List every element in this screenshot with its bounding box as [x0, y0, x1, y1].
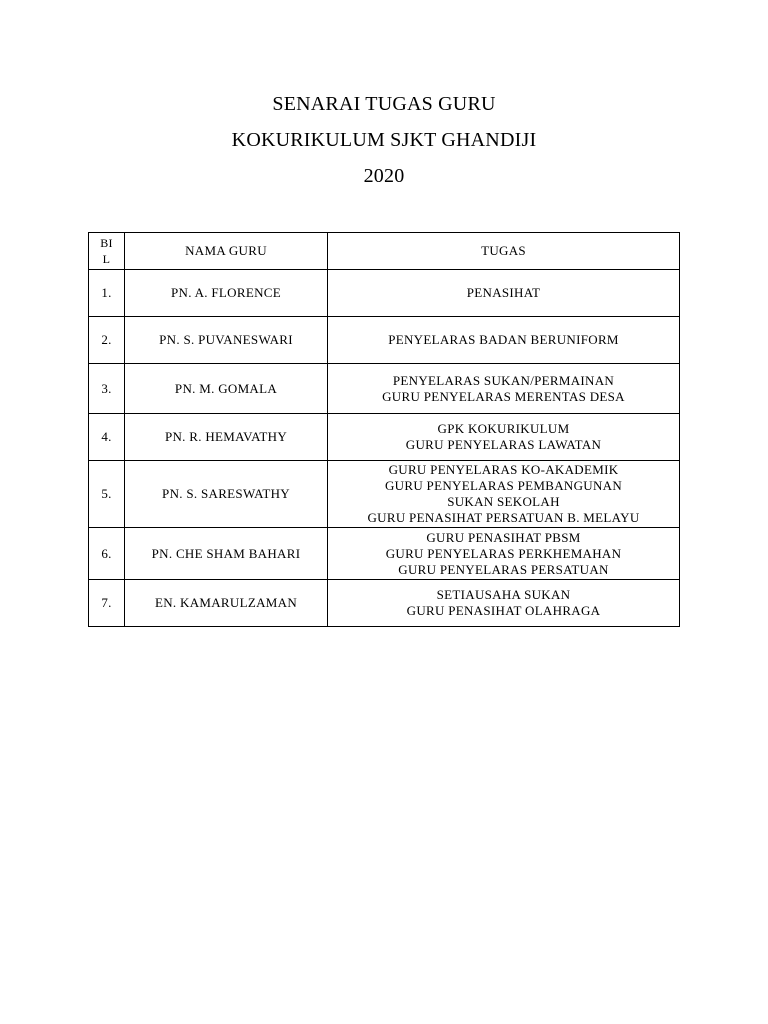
row-nama-guru: PN. S. SARESWATHY	[125, 461, 328, 528]
title-line-1: SENARAI TUGAS GURU	[272, 93, 496, 115]
row-tugas	[328, 461, 680, 528]
tugas-line: SETIAUSAHA SUKAN	[436, 587, 571, 602]
row-bil: 1.	[89, 270, 125, 317]
row-bil: 5.	[89, 461, 125, 528]
title-line-2: KOKURIKULUM SJKT GHANDIJI	[231, 129, 537, 151]
row-tugas	[328, 364, 680, 414]
tugas-line: PENASIHAT	[466, 285, 541, 300]
row-tugas	[328, 414, 680, 461]
row-nama-guru: PN. A. FLORENCE	[125, 270, 328, 317]
row-nama-guru: PN. R. HEMAVATHY	[125, 414, 328, 461]
table-header-row	[89, 233, 680, 270]
table-row	[89, 414, 680, 461]
row-tugas	[328, 270, 680, 317]
header-bil-line-1: BI	[100, 236, 113, 250]
tugas-line: GURU PENASIHAT PERSATUAN B. MELAYU	[367, 510, 640, 525]
table-row	[89, 270, 680, 317]
table-row	[89, 317, 680, 364]
row-tugas	[328, 317, 680, 364]
tugas-line: PENYELARAS SUKAN/PERMAINAN	[392, 372, 615, 388]
duty-table	[88, 232, 680, 627]
row-bil: 7.	[89, 580, 125, 627]
tugas-line: PENYELARAS BADAN BERUNIFORM	[388, 332, 619, 347]
row-nama-guru: PN. M. GOMALA	[125, 364, 328, 414]
tugas-line: GURU PENYELARAS LAWATAN	[405, 437, 602, 452]
tugas-line: GURU PENASIHAT OLAHRAGA	[406, 603, 601, 618]
row-nama-guru: PN. CHE SHAM BAHARI	[125, 528, 328, 580]
table-row	[89, 364, 680, 414]
title-line-3: 2020	[363, 165, 405, 187]
table-row	[89, 580, 680, 627]
row-bil: 2.	[89, 317, 125, 364]
header-tugas: TUGAS	[328, 233, 680, 270]
header-bil	[89, 233, 125, 270]
header-bil-line-2: L	[102, 252, 111, 266]
tugas-line: GURU PENASIHAT PBSM	[426, 529, 581, 545]
row-nama-guru: EN. KAMARULZAMAN	[125, 580, 328, 627]
header-nama-guru: NAMA GURU	[125, 233, 328, 270]
row-nama-guru: PN. S. PUVANESWARI	[125, 317, 328, 364]
document-title	[0, 86, 768, 194]
table-row	[89, 528, 680, 580]
tugas-line: GPK KOKURIKULUM	[437, 421, 570, 436]
row-tugas	[328, 580, 680, 627]
tugas-line: GURU PENYELARAS PERKHEMAHAN	[385, 545, 622, 561]
table-row	[89, 461, 680, 528]
tugas-line: SUKAN SEKOLAH	[447, 494, 560, 509]
tugas-line: GURU PENYELARAS PEMBANGUNAN	[384, 478, 623, 493]
tugas-line: GURU PENYELARAS PERSATUAN	[398, 561, 609, 577]
tugas-line: GURU PENYELARAS MERENTAS DESA	[382, 388, 625, 404]
table-body	[89, 270, 680, 627]
row-bil: 4.	[89, 414, 125, 461]
row-bil: 3.	[89, 364, 125, 414]
row-bil: 6.	[89, 528, 125, 580]
tugas-line: GURU PENYELARAS KO-AKADEMIK	[388, 462, 619, 477]
row-tugas	[328, 528, 680, 580]
